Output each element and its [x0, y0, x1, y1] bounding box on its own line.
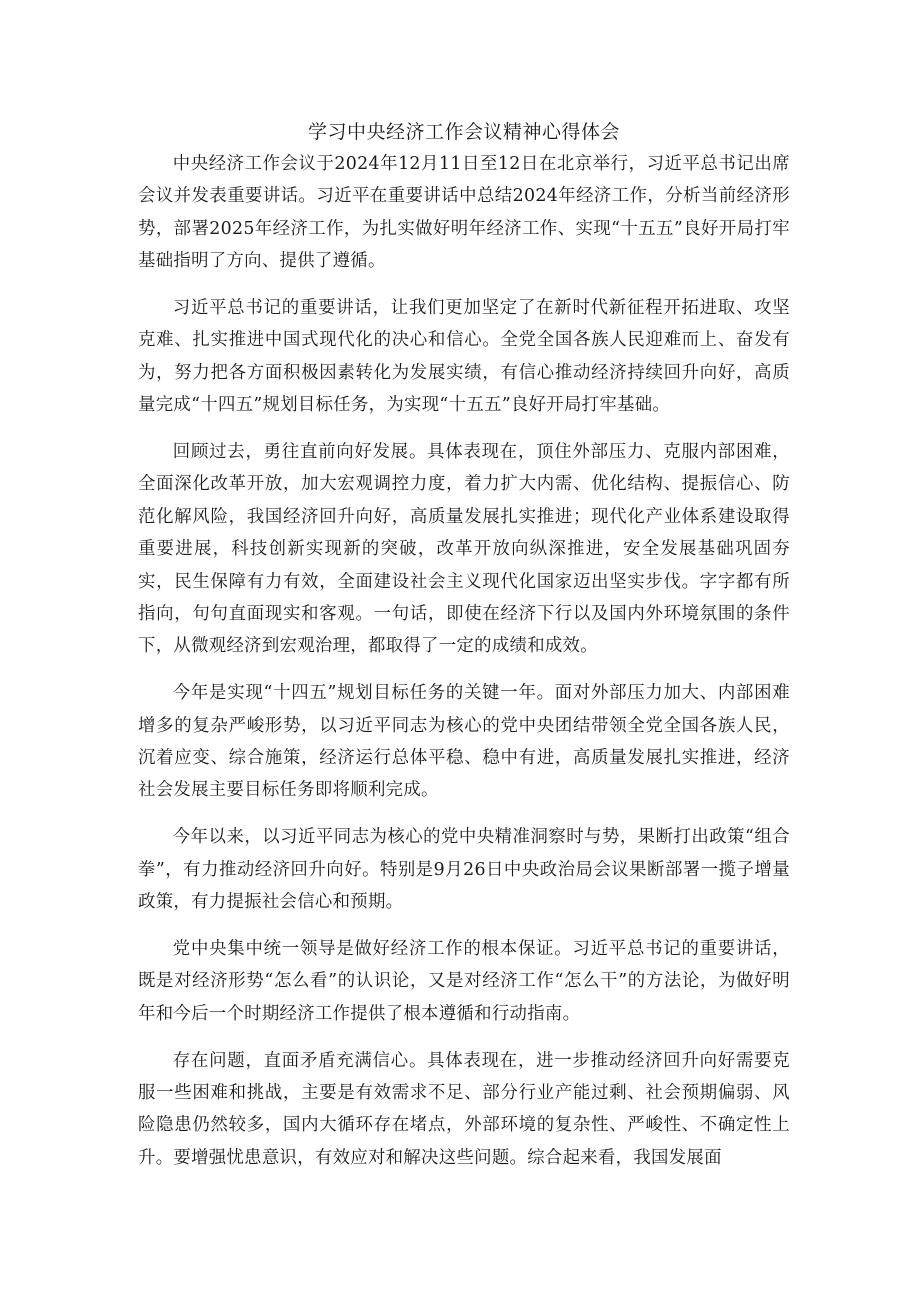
paragraph: 今年以来，以习近平同志为核心的党中央精准洞察时与势，果断打出政策“组合拳”，有力推动经济回升向好。特别是9月26日中央政治局会议果断部署一揽子增量政策，有力提振社会信心和预期。 — [138, 827, 790, 913]
paragraph: 党中央集中统一领导是做好经济工作的根本保证。习近平总书记的重要讲话，既是对经济形势“怎么看”的认识论，又是对经济工作“怎么干”的方法论，为做好明年和今后一个时期经济工作提供了根本遵循和行动指南。 — [138, 938, 790, 1024]
document-body — [138, 118, 790, 1174]
paragraph: 中央经济工作会议于2024年12月11日至12日在北京举行，习近平总书记出席会议并发表重要讲话。习近平在重要讲话中总结2024年经济工作，分析当前经济形势，部署2025年经济工作，为扎实做好明年经济工作、实现“十五五”良好开局打牢基础指明了方向、提供了遵循。 — [138, 154, 790, 272]
paragraph: 习近平总书记的重要讲话，让我们更加坚定了在新时代新征程开拓进取、攻坚克难、扎实推进中国式现代化的决心和信心。全党全国各族人民迎难而上、奋发有为，努力把各方面积极因素转化为发展实绩，有信心推动经济持续回升向好，高质量完成“十四五”规划目标任务，为实现“十五五”良好开局打牢基础。 — [138, 298, 790, 416]
paragraph: 今年是实现“十四五”规划目标任务的关键一年。面对外部压力加大、内部困难增多的复杂严峻形势，以习近平同志为核心的党中央团结带领全党全国各族人民，沉着应变、综合施策，经济运行总体平稳、稳中有进，高质量发展扎实推进，经济社会发展主要目标任务即将顺利完成。 — [138, 683, 790, 801]
paragraph: 存在问题，直面矛盾充满信心。具体表现在，进一步推动经济回升向好需要克服一些困难和挑战，主要是有效需求不足、部分行业产能过剩、社会预期偏弱、风险隐患仍然较多，国内大循环存在堵点，外部环境的复杂性、严峻性、不确定性上升。要增强忧患意识，有效应对和解决这些问题。综合起来看，我国发展面 — [138, 1050, 790, 1168]
document-title: 学习中央经济工作会议精神心得体会 — [307, 121, 620, 143]
paragraph: 回顾过去，勇往直前向好发展。具体表现在，顶住外部压力、克服内部困难，全面深化改革开放，加大宏观调控力度，着力扩大内需、优化结构、提振信心、防范化解风险，我国经济回升向好，高质量发展扎实推进；现代化产业体系建设取得重要进展，科技创新实现新的突破，改革开放向纵深推进，安全发展基础巩固夯实，民生保障有力有效，全面建设社会主义现代化国家迈出坚实步伐。字字都有所指向，句句直面现实和客观。一句话，即使在经济下行以及国内外环境氛围的条件下，从微观经济到宏观治理，都取得了一定的成绩和成效。 — [138, 442, 790, 657]
